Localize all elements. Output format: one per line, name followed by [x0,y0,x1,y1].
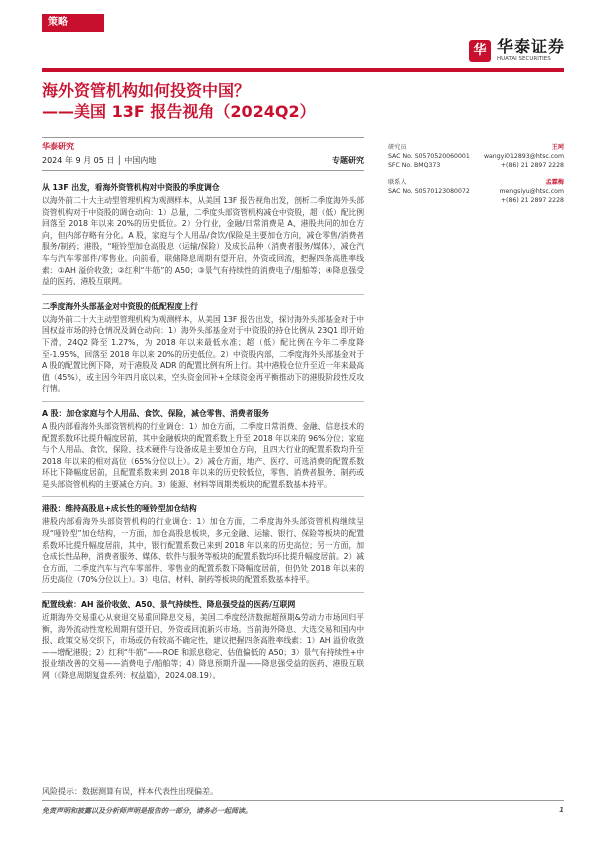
header-divider [42,137,364,138]
section-body: 以海外前二十大主动型管理机构为观测样本，从美国 13F 报告视角出发，剖析二季度海外头部资管机构对于中资股的调仓动向：1）总量，二季度头部资管机构减仓中资股，超（低）配比例回落至 2018 年以来 20%的历史低位。2）分行业，金融/日常消费是 A、港股共同的加仓方向，但内部存略有分化。A 股，家庭与个人用品/食饮/保险是主要加仓方向，减仓零售/消费者服务/制药；港股，“哑铃型加仓高股息（运输/保险）及成长品种（消费者服务/媒体），减仓汽车与汽车零部件/零售业。向前看，联储降息周期有望开启，外资或回流，把握四条高胜率线索：①AH 溢价收敛；②红利“牛筋”的 A50；③景气有持续性的消费电子/船舶等；④降息强受益的医药、港股互联网。 [42,196,364,287]
report-date-region: 2024 年 9 月 05 日 │ 中国内地 [42,156,157,165]
header-divider-bottom [42,170,364,171]
section [42,408,364,491]
research-label: 华泰研究 [42,142,74,151]
page-footer [42,806,564,816]
section-body: A 股内部看海外头部资管机构的行业调仓：1）加仓方面，二季度日常消费、金融、信息技术的配置系数环比提升幅度居前，其中金融板块的配置系数上升至 2018 年以来的 96%分位；家庭与个人用品、食饮、保险、技术硬件与设备成是主要加仓方向，且四大行业的配置系数均升至 2018 年以来的相对高位（65%分位以上）。2）减仓方面，地产、医疗、可选消费的配置系数环比下降幅度居前，且配置系数来到 2018 年以来的历史较低位，零售、消费者服务、制药或是头部资管机构的主要减仓方向。3）能源、材料等周期类板块的配置系数基本持平。 [42,421,364,489]
contact-sac: SAC No. S0570123080072 [388,188,470,195]
analyst-block [388,143,564,170]
contact-phone: +(86) 21 2897 2228 [500,197,564,204]
analyst-role: 研究员 [388,144,407,151]
section-heading: 二季度海外头部基金对中资股的低配程度上行 [42,301,198,311]
section-body: 近期海外交易重心从衰退交易重回降息交易，美国二季度经济数据超预期&劳动力市场回归平衡，海外流动性宽松周期有望开启，外资或回流新兴市场。当前海外降息、大选交易和国内中报、政策交易交织下，市场或仍有较高不确定性，建议把握四条高胜率线索：1）AH 溢价收敛——增配港股；2）红利“牛筋”——ROE 和派息稳定、估值偏低的 A50；3）景气有持续性+中报业绩改善的交易——消费电子/船舶等；4）降息预期升温——降息强受益的医药、港股互联网（《降息周期复盘系列：权益篇》，2024.08.19）。 [42,613,364,680]
section-divider [42,401,364,402]
disclaimer-text: 免责声明和披露以及分析师声明是报告的一部分，请务必一起阅读。 [42,807,252,815]
section-heading: 从 13F 出发，看海外资管机构对中资股的季度调仓 [42,183,220,192]
analyst-sac: SAC No. S0570520060001 [388,153,470,160]
section [42,182,364,288]
analyst-panel [388,143,564,213]
report-title-line1: 海外资管机构如何投资中国？ [42,81,251,100]
header-red-rule [42,68,564,72]
contact-role: 联系人 [388,179,407,186]
contact-block [388,178,564,205]
logo-name-en: HUATAI SECURITIES [496,56,551,62]
section-divider [42,294,364,295]
section-divider [42,592,364,593]
section-heading: A 股：加仓家庭与个人用品、食饮、保险，减仓零售、消费者服务 [42,408,270,418]
section-body: 以海外前二十大主动型管理机构为观测样本，从美国 13F 报告出发，探讨海外头部基金对于中国权益市场的持仓情况及调仓动向：1）海外头部基金对于中资股的持仓比例从 23Q1 即开始下滑，24Q2 降至 1.27%，为 2018 年以来最低水准；超（低）配比例在今年二季度降至-1.95%，回落至 2018 年以来 20%的历史低位。2）中资股内部，二季度海外头部基金对于 A 股的配置比例下降，对于港股及 ADR 的配置比例有所上行。其中港股仓位升至近一年来最高值（45%），或主因今年四月底以来，空头资金回补+全球资金再平衡推动下的港股阶段性反攻行情。 [42,314,364,394]
huatai-logo [469,38,565,64]
page-number: 1 [559,806,564,814]
section [42,301,364,395]
section-divider [42,496,364,497]
risk-warning: 风险提示：数据测算有误，样本代表性出现偏差。 [42,787,218,796]
footer-divider [42,800,564,801]
logo-name-cn: 华泰证券 [496,37,565,56]
logo-mark-icon: 华 [469,40,491,62]
section-heading: 配置线索：AH 溢价收敛、A50、景气持续性、降息强受益的医药/互联网 [42,600,296,610]
section [42,503,364,586]
report-header [42,137,364,171]
contact-name: 孟霖梅 [545,179,564,186]
report-category-tag: 策略 [42,14,104,32]
report-body [42,182,364,682]
analyst-email[interactable]: wangyi012893@htsc.com [483,153,564,160]
section-body: 港股内部看海外头部资管机构的行业调仓：1）加仓方面，二季度海外头部资管机构继续呈现“哑铃型”加仓结构，一方面，加仓高股息板块，多元金融、运输、银行、保险等板块的配置系数环比提升幅度居前，其中，银行配置系数已来到 2018 年以来的历史高位；另一方面，加仓成长性品种，消费者服务、媒体、软件与服务等板块的配置系数均环比提升幅度居前。2）减仓方面，二季度汽车与汽车零部件、零售业的配置系数下降幅度居前，但仍处 2018 年以来的历史高位（70%分位以上）。3）电信、材料、制药等板块的配置系数基本持平。 [42,517,364,585]
section-heading: 港股：维持高股息+成长性的哑铃型加仓结构 [42,504,197,514]
contact-email[interactable]: mengsiyu@htsc.com [499,188,564,195]
report-title-line2: ——美国 13F 报告视角（2024Q2） [42,102,316,121]
report-type: 专题研究 [332,156,364,165]
analyst-sfc: SFC No. BMQ373 [388,162,441,169]
section [42,599,364,682]
analyst-name: 王珂 [551,144,564,151]
analyst-phone: +(86) 21 2897 2228 [500,162,564,169]
